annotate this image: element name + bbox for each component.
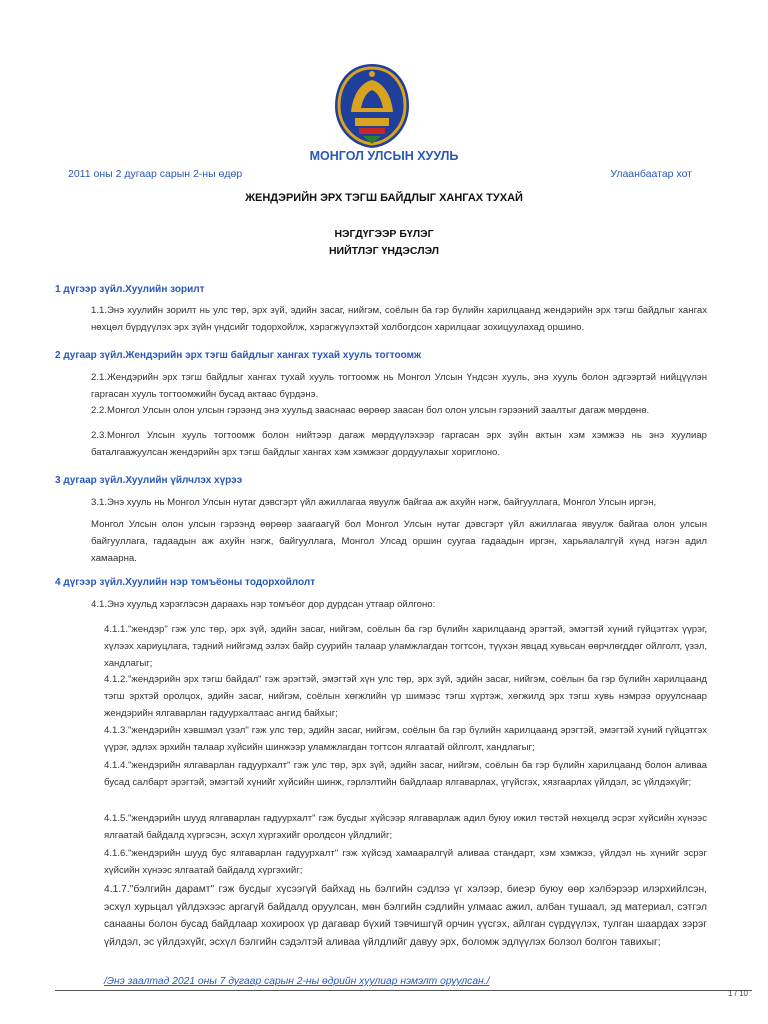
enactment-date: 2011 оны 2 дугаар сарын 2-ны өдөр [68, 168, 243, 180]
chapter-name: НИЙТЛЭГ ҮНДЭСЛЭЛ [328, 245, 440, 257]
state-emblem-icon [333, 62, 411, 150]
article-4-heading: 4 дүгээр зүйл.Хуулийн нэр томъёоны тодорхойлолт [55, 577, 316, 588]
article-3-heading: 3 дугаар зүйл.Хуулийн үйлчлэх хүрээ [55, 475, 243, 486]
subparagraph-4-1-6: 4.1.6."жендэрийн шууд бус ялгаварлан гадуурхалт" гэж хүйсэд хамааралгүй аливаа стандарт, хэм хэмжээ, үйлдэл нь хүнийг эсрэг хүйсийн хүнээс ялгаатай байдалд хүргэхийг; [104, 848, 707, 876]
paragraph-4-1: 4.1.Энэ хуульд хэрэглэсэн дараахь нэр томъёог дор дурдсан утгаар ойлгоно: [91, 599, 436, 610]
subparagraph-4-1-1: 4.1.1."жендэр" гэж улс төр, эрх зүй, эдийн засаг, нийгэм, соёлын ба гэр бүлийн харилцаанд эрэгтэй, эмэгтэй хүний гүйцэтгэх үүрэг, хүлээх хариуцлага, тэдний нийгэмд эзлэх байр суурийн талаар уламжлагдан тогтсон, түүхэн явцад хувьсан өөрчлөгддөг ойлголт, үзэл, хандлагыг; [104, 624, 707, 669]
paragraph-3-1: 3.1.Энэ хууль нь Монгол Улсын нутаг дэвсгэрт үйл ажиллагаа явуулж байгаа аж ахуйн нэгж, байгууллага, Монгол Улсын иргэн, [91, 497, 657, 508]
paragraph-2-3: 2.3.Монгол Улсын хууль тогтоомж болон нийтээр дагаж мөрдүүлэхээр гаргасан эрх зүйн актын хэм хэмжээ нь энэ хуулиар баталгаажуулсан жендэрийн эрх тэгш байдлыг хангах хэм хэмжээг дордуулахыг хориглоно. [91, 430, 707, 458]
subparagraph-4-1-3: 4.1.3."жендэрийн хэвшмэл үзэл" гэж улс төр, эдийн засаг, нийгэм, соёлын ба гэр бүлийн харилцаанд эрэгтэй, эмэгтэй хүний гүйцэтгэх үүрэг, эдлэх эрхийн талаар хүйсийн шинжээр уламжлагдан тогтсон ялгаатай ойлголт, хандлагыг; [104, 725, 707, 753]
law-title: МОНГОЛ УЛСЫН ХУУЛЬ [309, 149, 459, 163]
paragraph-3-1-cont: Монгол Улсын олон улсын гэрээнд өөрөөр заагаагүй бол Монгол Улсын нутаг дэвсгэрт үйл ажиллагаа явуулж байгаа олон улсын байгууллага, гадаадын аж ахуйн нэгж, байгууллага, Монгол Улсад оршин суугаа гадаадын иргэн, харьяалалгүй хүнд нэгэн адил хамаарна. [91, 519, 707, 564]
enactment-place: Улаанбаатар хот [610, 168, 692, 180]
chapter-number: НЭГДҮГЭЭР БҮЛЭГ [334, 228, 434, 240]
paragraph-2-1: 2.1.Жендэрийн эрх тэгш байдлыг хангах тухай хууль тогтоомж нь Монгол Улсын Үндсэн хууль, энэ хууль болон эдгээртэй нийцүүлэн гаргасан хууль тогтоомжийн бусад актаас бүрдэнэ. [91, 372, 707, 400]
amendment-link[interactable]: /Энэ заалтад 2021 оны 7 дугаар сарын 2-ны өдрийн хуулиар нэмэлт оруулсан./ [104, 976, 490, 987]
subparagraph-4-1-4: 4.1.4."жендэрийн ялгаварлан гадуурхалт" гэж улс төр, эрх зүй, эдийн засаг, нийгэм, соёлын ба гэр бүлийн харилцаанд болон аливаа бусад салбарт эрэгтэй, эмэгтэй хүнийг хүйсийн шинж, гэрлэлтийн байдлаар ялгаварлах, үгүйсгэх, хязгаарлах үйлдэл, эс үйлдэхүйг; [104, 760, 707, 788]
subparagraph-4-1-5: 4.1.5."жендэрийн шууд ялгаварлан гадуурхалт" гэж бусдыг хүйсээр ялгаварлаж адил буюу ижил төстэй нөхцөлд эсрэг хүйсийн хүнээс ялгаатай байдалд хүргэсэн, эсхүл хүргэхийг оролдсон үйлдлийг; [104, 813, 707, 841]
page-number: 1 / 10 [727, 989, 748, 998]
paragraph-2-2: 2.2.Монгол Улсын олон улсын гэрээнд энэ хуульд зааснаас өөрөөр заасан бол олон улсын гэрээний заалтыг дагаж мөрдөнө. [91, 405, 650, 416]
document-title: ЖЕНДЭРИЙН ЭРХ ТЭГШ БАЙДЛЫГ ХАНГАХ ТУХАЙ [245, 192, 523, 204]
subparagraph-4-1-2: 4.1.2."жендэрийн эрх тэгш байдал" гэж эрэгтэй, эмэгтэй хүн улс төр, эрх зүй, эдийн засаг, нийгэм, соёлын ба гэр бүлийн харилцаанд тэгш эрхтэй оролцох, эдийн засаг, нийгэм, соёлын хөгжлийн үр шимээс тэгш хүртэж, хөгжилд эрх тэгш хувь нэмрээ оруулснаар жендэрийн ялгаварлан гадуурхалтаас ангид байхыг; [104, 674, 707, 719]
article-2-heading: 2 дугаар зүйл.Жендэрийн эрх тэгш байдлыг хангах тухай хууль тогтоомж [55, 350, 422, 361]
paragraph-1-1: 1.1.Энэ хуулийн зорилт нь улс төр, эрх зүй, эдийн засаг, нийгэм, соёлын ба гэр бүлийн харилцаанд жендэрийн эрх тэгш байдлыг хангах нөхцөл бүрдүүлэх эрх зүйн үндсийг тодорхойлж, хэрэгжүүлэхтэй холбогдсон харилцааг зохицуулахад оршино. [91, 305, 707, 333]
subparagraph-4-1-7: 4.1.7."бэлгийн дарамт" гэж бусдыг хүсээгүй байхад нь бэлгийн сэдлээ үг хэлээр, биеэр буюу өөр хэлбэрээр илэрхийлсэн, эсхүл хурьцал үйлдэхээс аргагүй байдалд оруулсан, мөн бэлгийн сэдлийн улмаас ажил, албан тушаал, эд материал, сэтгэл санааны болон бусад байдлаар хохироох үр дагавар бүхий тэвчишгүй орчин үүсгэх, айлган сүрдүүлэх, тулган шаардах зэрэг үйлдэл, эс үйлдэхүйг, эсхүл бэлгийн сэдэлтэй аливаа үйлдлийг давуу эрх, боломж эдлүүлэх болзол болгон тавихыг; [104, 884, 707, 948]
page-divider [55, 990, 752, 991]
article-1-heading: 1 дүгээр зүйл.Хуулийн зорилт [55, 284, 205, 295]
